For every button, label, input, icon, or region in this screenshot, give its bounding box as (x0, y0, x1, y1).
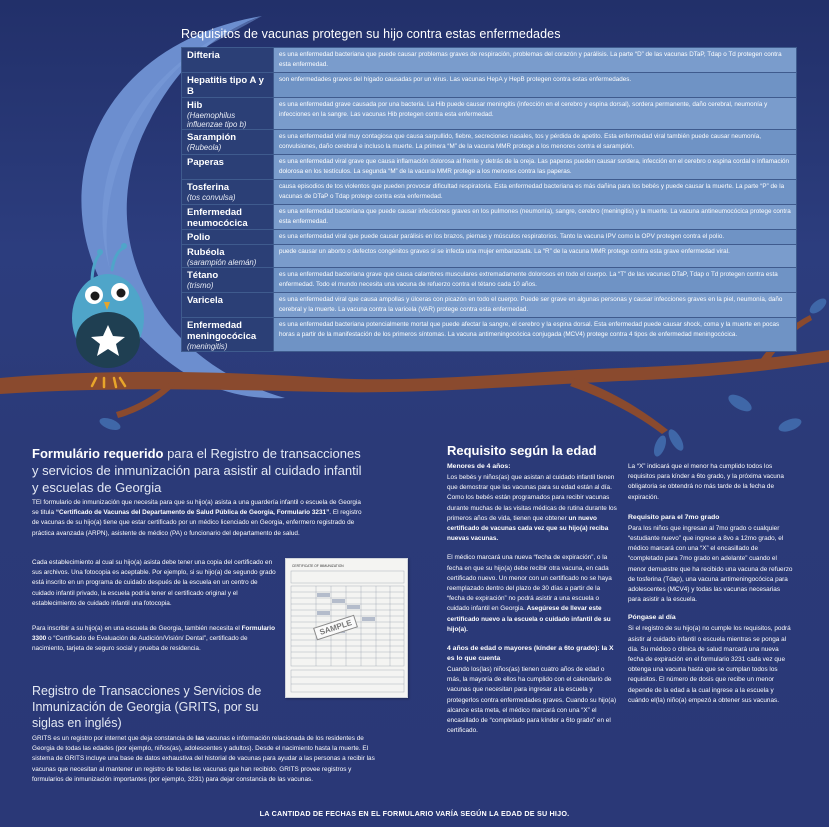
disease-name: Hepatitis tipo A y B (187, 75, 264, 97)
seventh-grade-paragraph: Para los niños que ingresan al 7mo grado o cualquier “estudiante nuevo” que ingrese a 8vo a 12mo grado, el médico marcará con una “X” el encasillado de “completado para 7mo grado en adelante” cuando el menor demuestre que ha recibido una vacuna de refuerzo de tosferina (Tdap), una vacuna antimeningocócica para adolescentes (MCV4) y todas las vacunas necesarias para asistir a la escuela. (628, 524, 793, 604)
disease-description: es una enfermedad bacteriana potencialmente mortal que puede afectar la sangre, el cerebro y la espina dorsal. Esta enfermedad puede causar shock, coma y la muerte en pocas horas a partir de la manifestación de los primeros síntomas. La vacuna antimeningocócica conjugada (MCV4) protege contra 4 tipos de enfermedad meningocócica. (274, 318, 797, 352)
seventh-grade-heading: Requisito para el 7mo grado (628, 513, 720, 521)
update-paragraph: Si el registro de su hijo(a) no cumple los requisitos, podrá asistir al cuidado infantil o escuela mientras se ponga al día. Su médico o clínica de salud marcará una nueva fecha de expiración en el formulario 3231 cada vez que obtenga una vacuna hasta que se cumplan todos los requisitos. El número de dosis que recibe un menor depende de la edad a la cual ingrese a la escuela y cuándo el(la) niño(a) empezó a obtener sus vacunas. (628, 625, 791, 704)
disease-description: es una enfermedad viral muy contagiosa que causa sarpullido, fiebre, secreciones nasales, tos y pérdida de apetito. Esta enfermedad viral también puede causar neumonía, convulsiones, daño cerebral e incluso la muerte. La primera “M” de la vacuna MMR protege a los menores contra el sarampión. (274, 130, 797, 155)
under4-paragraph (447, 473, 617, 544)
disease-name-cell (182, 293, 274, 318)
disease-description: es una enfermedad viral grave que causa inflamación dolorosa al frente y detrás de la oreja. Las paperas pueden causar sordera, infección en el cerebro o espina cordal e inflamación dolorosa en los testículos. La segunda “M” de la vacuna MMR protege a los menores contra las paperas. (274, 155, 797, 180)
disease-scientific-name: (Rubeola) (187, 143, 222, 152)
disease-scientific-name: (sarampión alemán) (187, 258, 257, 267)
disease-description: es una enfermedad bacteriana grave que causa calambres musculares extremadamente dolorosos en todo el cuerpo. La “T” de las vacunas DTaP, Tdap o Td protegen contra esta enfermedad. Todo el mundo necesita una vacuna de refuerzo contra el tétano cada 10 años. (274, 268, 797, 293)
table-row (182, 130, 797, 155)
disease-name-cell (182, 155, 274, 180)
form-p3-bold: Formulario 3300 (32, 625, 275, 643)
form-p1-text-end: . El registro de vacunas de su hijo(a) tiene que estar certificado por un médico licenciado en Georgia, enfermero registrado de práctica avanzada (ARPN), asistente de médico (PA) o funcionario del departamento de salud. (32, 509, 362, 537)
disease-name: Paperas (187, 157, 224, 168)
under4-heading: Menores de 4 años: (447, 463, 511, 470)
form-p1-text: TEl formulario de inmunización que necesita para que su hijo(a) asista a una guardería infantil o escuela de Georgia se titula (32, 499, 361, 517)
disease-name-cell (182, 268, 274, 293)
disease-name: Rubéola (187, 247, 225, 258)
disease-description: es una enfermedad bacteriana que puede causar problemas graves de respiración, problemas del corazón y parálisis. La parte “D” de las vacunas DTaP, Tdap o Td protegen contra esta enfermedad. (274, 48, 797, 73)
disease-name: Enfermedad neumocócica (187, 207, 248, 229)
table-row (182, 268, 797, 293)
disease-name: Difteria (187, 50, 220, 61)
disease-name: Hib (187, 100, 203, 111)
table-row (182, 48, 797, 73)
table-row (182, 98, 797, 130)
disease-description: es una enfermedad viral que puede causar parálisis en los brazos, piernas y músculos respiratorios. Tanto la vacuna IPV como la OPV protegen contra el polio. (274, 230, 797, 245)
table-row (182, 293, 797, 318)
age-column-left (447, 462, 617, 736)
footer-note: LA CANTIDAD DE FECHAS EN EL FORMULARIO VARÍA SEGÚN LA EDAD DE SU HIJO. (259, 809, 570, 818)
disease-name: Enfermedad meningocócica (187, 320, 257, 342)
grits-bold: las (195, 735, 205, 742)
certificate-sample-image (285, 558, 408, 698)
disease-name: Varicela (187, 295, 223, 306)
age-column-right (628, 462, 794, 706)
disease-name: Polio (187, 232, 211, 243)
under4-text: Los bebés y niños(as) que asistan al cuidado infantil tienen que demostrar que las vacunas para su edad están al día. Como los bebés están programados para recibir vacunas durante muchas de las visitas médicas de rutina durante los primeros años de vida, tienen que obtener (447, 474, 617, 522)
grits-paragraph (32, 734, 376, 785)
over4-heading: 4 años de edad o mayores (kínder a 6to grado): la X es lo que cuenta (447, 645, 614, 663)
under4-paragraph-2 (447, 553, 617, 635)
disease-description: es una enfermedad viral que causa ampollas y úlceras con picazón en todo el cuerpo. Puede ser grave en algunas personas y causar infecciones graves en la piel, neumonía, daño cerebral y la muerte. La vacuna contra la varicela (VAR) protege contra esta enfermedad. (274, 293, 797, 318)
disease-description: es una enfermedad grave causada por una bacteria. La Hib puede causar meningitis (infección en el cerebro y espina dorsal), sordera permanente, daño cerebral, neumonía y infecciones en la sangre. Las vacunas Hib protegen contra esta enfermedad. (274, 98, 797, 130)
form-p3-text: Para inscribir a su hijo(a) en una escuela de Georgia, también necesita el (32, 625, 242, 632)
form-heading-bold: Formulário requerido (32, 446, 164, 461)
disease-scientific-name: (tos convulsa) (187, 193, 236, 202)
disease-description: son enfermedades graves del hígado causadas por un virus. Las vacunas HepA y HepB protegen contra estas enfermedades. (274, 73, 797, 98)
under4-p2-text: El médico marcará una nueva “fecha de expiración”, o la fecha en que su hijo(a) debe recibir otra vacuna, en cada certificado nuevo. Un menor con un certificado no se haya reemplazado dentro del plazo de 30 días a partir de la “fecha de expiración” no podrá asistir a una escuela o cuidado infantil en Georgia. (447, 554, 612, 613)
disease-name-cell (182, 48, 274, 73)
disease-name-cell (182, 73, 274, 98)
disease-name: Tétano (187, 270, 219, 281)
table-row (182, 73, 797, 98)
disease-name-cell (182, 180, 274, 205)
disease-name: Sarampión (187, 132, 237, 143)
disease-description: causa episodios de tos violentos que pueden provocar dificultad respiratoria. Esta enfermedad bacteriana es más dañina para los bebés y puede causar la muerte. La parte “P” de la vacunas de DTaP o Tdap protege contra esta enfermedad. (274, 180, 797, 205)
form-paragraph-2: Cada establecimiento al cual su hijo(a) asista debe tener una copia del certificado en sus archivos. Una fotocopia es aceptable. Por ejemplo, si su hijo(a) de segundo grado está inscrito en un programa de cuidado después de la escuela en un centro de cuidado infantil privado, la escuela podría tener el certificado original y el establecimiento de cuidado infantil una fotocopia. (32, 559, 276, 607)
grits-text: GRITS es un registro por internet que deja constancia de (32, 735, 196, 742)
disease-description: puede causar un aborto o defectos congénitos graves si se infecta una mujer embarazada. La “R” de la vacuna MMR protege contra esta grave enfermedad viral. (274, 245, 797, 268)
disease-name-cell (182, 318, 274, 352)
grits-heading: Registro de Transacciones y Servicios de Inmunización de Georgia (GRITS, por su siglas en inglés) (32, 684, 262, 730)
disease-name-cell (182, 130, 274, 155)
form-heading-rest: para el Registro de transacciones y servicios de inmunización para asistir al cuidado infantil y escuelas de Georgia (32, 446, 362, 495)
form-paragraph-1 (32, 498, 364, 539)
disease-name-cell (182, 98, 274, 130)
form-p3-text-end: o “Certificado de Evaluación de Audición/Visión/ Dental”, certificado de nacimiento, tarjeta de seguro social y prueba de residencia. (32, 635, 248, 653)
table-row (182, 205, 797, 230)
disease-name-cell (182, 205, 274, 230)
form-p1-bold: “Certificado de Vacunas del Departamento de Salud Pública de Georgia, Formulario 3231” (55, 509, 330, 517)
under4-p2-bold: Asegúrese de llevar este certificado nuevo a la escuela o cuidado infantil de su hijo(a). (447, 605, 611, 633)
table-row (182, 230, 797, 245)
certificate-title: CERTIFICATE OF IMMUNIZATION (292, 564, 344, 568)
certificate-sample-stamp: SAMPLE (313, 615, 358, 641)
update-heading: Póngase al día (628, 614, 676, 622)
age-heading: Requisito según la edad (447, 443, 597, 458)
form-paragraph-3 (32, 624, 277, 655)
disease-name-cell (182, 230, 274, 245)
disease-description: es una enfermedad bacteriana que puede causar infecciones graves en los pulmones (neumonía), sangre, cerebro (meningitis) y la muerte. La vacuna antineumocócica protege contra esta enfermedad. (274, 205, 797, 230)
table-row (182, 318, 797, 352)
grits-text-end: vacunas e información relacionada de los residentes de Georgia de todas las edades (por ejemplo, niños(as), adolescentes y adultos). Desde el nacimiento hasta la muerte. El sistema de GRITS incluye una base de datos exhaustiva del historial de vacunas para ayudar a las personas a recibir las vacunas que necesitan al mantener un registro de todas las vacunas que han recibido. GRITS provee registros y formularios de inmunización importantes (por ejemplo, 3231) para dejar constancia de las vacunas. (32, 735, 375, 783)
disease-table (181, 47, 797, 352)
disease-name-cell (182, 245, 274, 268)
table-row (182, 155, 797, 180)
disease-name: Tosferina (187, 182, 230, 193)
table-row (182, 180, 797, 205)
under4-bold: un nuevo certificado de vacunas cada vez que su hijo(a) reciba nuevas vacunas. (447, 514, 609, 543)
disease-table-title: Requisitos de vacunas protegen su hijo contra estas enfermedades (181, 27, 561, 41)
x-indicator-paragraph: La “X” indicará que el menor ha cumplido todos los requisitos para kínder a 6to grado, y la próxima vacuna obligatoria se obtendrá no más tarde de la fecha de expiración. (628, 463, 784, 501)
disease-scientific-name: (trismo) (187, 281, 214, 290)
table-row (182, 245, 797, 268)
over4-paragraph: Cuando los(las) niños(as) tienen cuatro años de edad o más, la mayoría de ellos ha cumplido con el calendario de vacunas que necesitan para ingresar a la escuela y protegerlos contra enfermedades graves. Cuando su hijo(a) alcance esta meta, el médico marcará con una “X” el encasillado de “completado para kínder a 6to grado” en el certificado. (447, 666, 617, 735)
disease-scientific-name: (meningitis) (187, 342, 228, 351)
form-heading (32, 445, 362, 496)
disease-scientific-name: (Haemophilus influenzae tipo b) (187, 111, 247, 129)
